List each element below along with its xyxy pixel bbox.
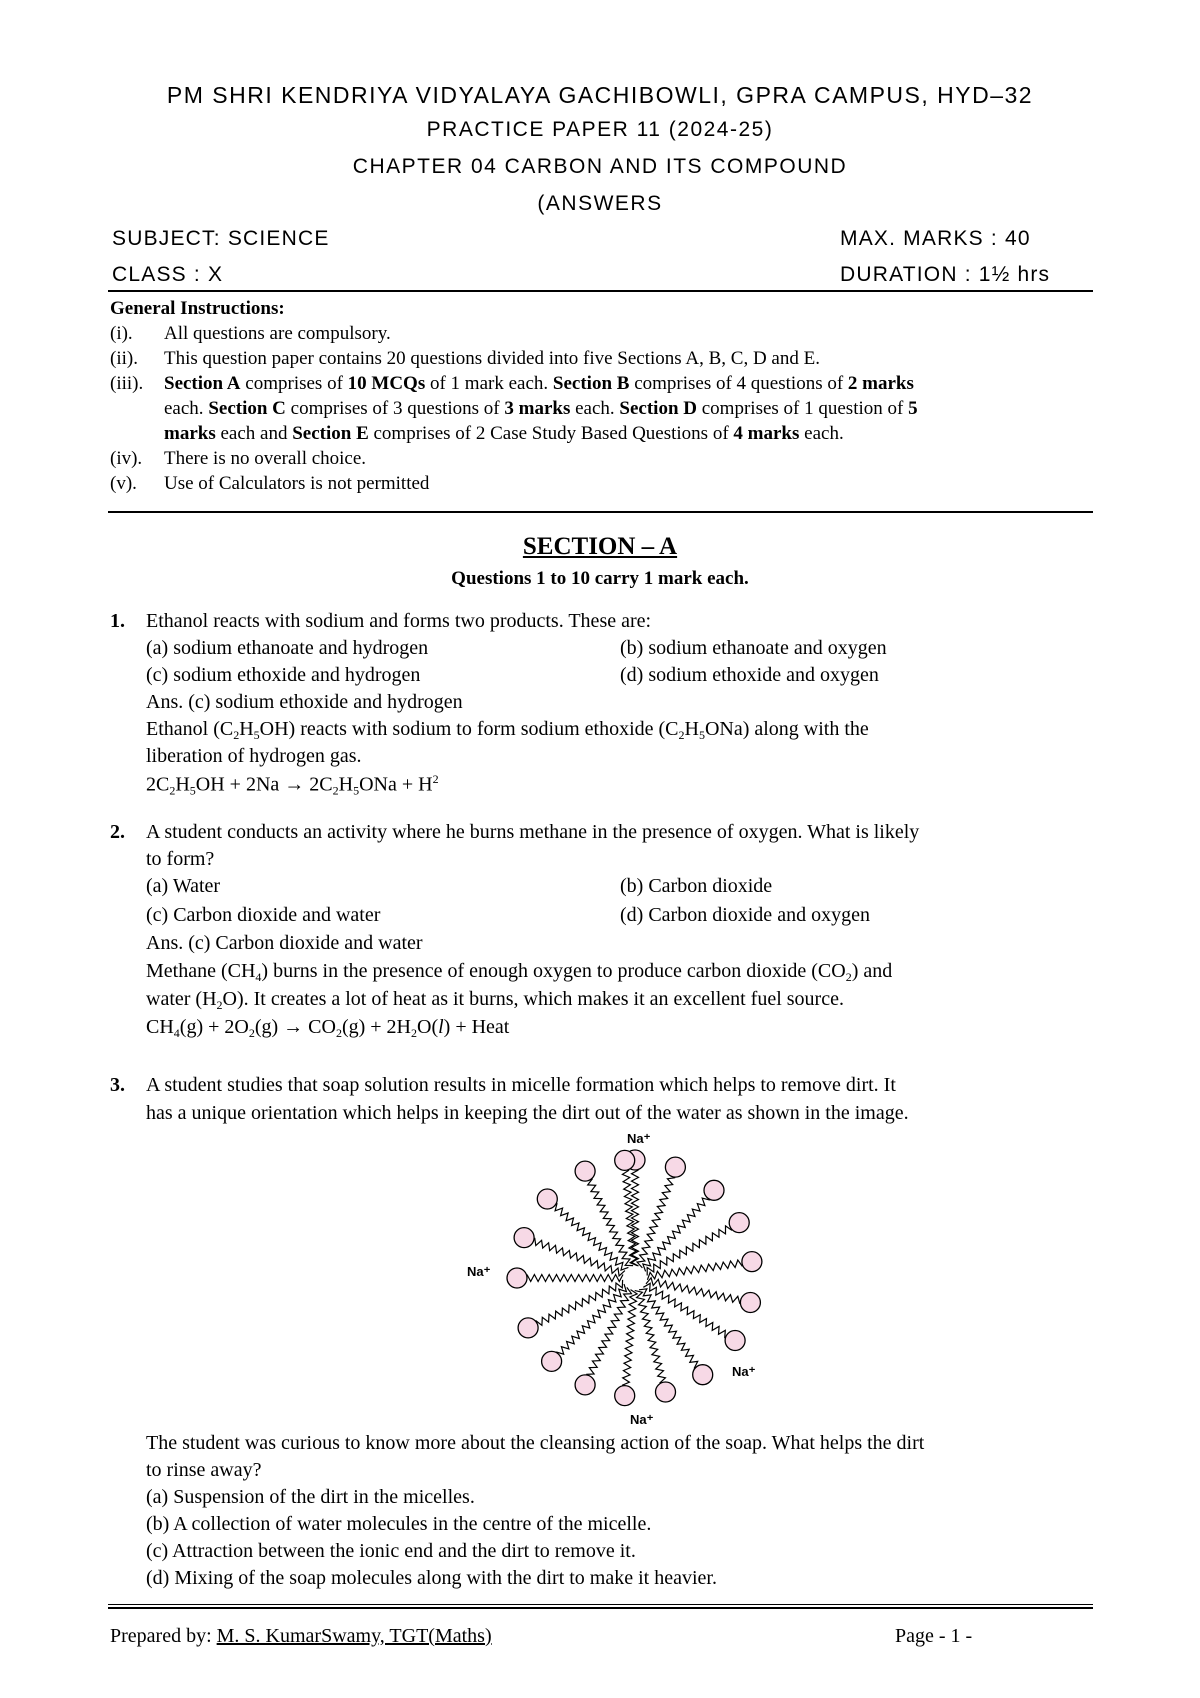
option-d: (d) Carbon dioxide and oxygen: [620, 904, 870, 926]
option-c: (c) sodium ethoxide and hydrogen: [146, 664, 421, 686]
instruction-item: (v). Use of Calculators is not permitted: [110, 473, 430, 494]
hydrocarbon-tail: [622, 1290, 637, 1386]
ionic-head: [537, 1189, 557, 1209]
explanation: water $(H_2O)$. It creates a lot of heat as it burns, which makes it an excellent fuel source.: [146, 988, 844, 1012]
ionic-head: [693, 1365, 713, 1385]
option-a: (a) Water: [146, 875, 221, 897]
question-text: to rinse away?: [146, 1459, 262, 1481]
question-number: 3.: [110, 1074, 125, 1096]
question-stem: A student studies that soap solution results in micelle formation which helps to remove dirt. It: [146, 1074, 896, 1096]
hydrocarbon-tail: [527, 1275, 623, 1282]
na-label-bottom: Na⁺: [630, 1412, 654, 1427]
option-a: (a) Suspension of the dirt in the micelles.: [146, 1486, 475, 1508]
ionic-head: [518, 1318, 538, 1338]
instructions-rule: [108, 511, 1093, 513]
explanation: Ethanol $(C_2H_5OH)$ reacts with sodium to form sodium ethoxide $(C_2H_5ONa)$ along with the: [146, 718, 869, 742]
answers-label: (ANSWERS: [537, 192, 663, 215]
hydrocarbon-tail: [635, 1291, 666, 1384]
hydrocarbon-tail: [556, 1284, 626, 1354]
chapter-title: CHAPTER 04 CARBON AND ITS COMPOUND: [352, 155, 848, 178]
ionic-head: [615, 1150, 635, 1170]
instruction-item: (ii). This question paper contains 20 questions divided into five Sections A, B, C, D and E.: [110, 348, 820, 369]
instruction-item: (iii). Section A comprises of 10 MCQs of 1 mark each. Section B comprises of 4 questions of 2 marks: [110, 373, 914, 394]
ionic-head: [665, 1157, 685, 1177]
hydrocarbon-tail: [646, 1278, 740, 1304]
equation: $CH_4(g) + 2O_2(g) \to CO_2(g) + 2H_2O(l)$ + Heat: [146, 1016, 510, 1040]
paper-title: PRACTICE PAPER 11 (2024-25): [426, 118, 774, 141]
question-stem: to form?: [146, 848, 215, 870]
instructions-title: General Instructions:: [110, 298, 285, 319]
question-number: 1.: [110, 610, 125, 632]
na-label-left: Na⁺: [467, 1264, 491, 1279]
hydrocarbon-tail: [622, 1170, 637, 1266]
na-label-right: Na⁺: [732, 1364, 756, 1379]
explanation: Methane $(CH_4)$ burns in the presence of enough oxygen to produce carbon dioxide $(CO_2)$ and: [146, 960, 893, 984]
question-stem: has a unique orientation which helps in keeping the dirt out of the water as shown in the image.: [146, 1102, 909, 1124]
header-rule: [108, 290, 1093, 292]
option-c: (c) Attraction between the ionic end and the dirt to remove it.: [146, 1540, 636, 1562]
footer-prepared: Prepared by: M. S. KumarSwamy, TGT(Maths): [110, 1625, 492, 1647]
school-name: PM SHRI KENDRIYA VIDYALAYA GACHIBOWLI, GPRA CAMPUS, HYD–32: [166, 82, 1034, 108]
ionic-head: [507, 1268, 527, 1288]
ionic-head: [704, 1180, 724, 1200]
question-text: The student was curious to know more about the cleansing action of the soap. What helps the dirt: [146, 1432, 925, 1454]
ionic-head: [575, 1375, 595, 1395]
ionic-head: [656, 1382, 676, 1402]
general-instructions: [110, 296, 1100, 496]
page-number: Page - 1 -: [895, 1625, 973, 1647]
ionic-head: [725, 1331, 745, 1351]
na-label-top: Na⁺: [627, 1131, 651, 1146]
author-name: M. S. KumarSwamy, TGT(Maths): [216, 1625, 492, 1647]
hydrocarbon-tail: [643, 1198, 710, 1271]
option-b: (b) Carbon dioxide: [620, 875, 773, 897]
option-b: (b) sodium ethanoate and oxygen: [620, 637, 887, 659]
hydrocarbon-tail: [647, 1260, 742, 1280]
duration-label: DURATION : 1½ hrs: [840, 263, 1051, 286]
subject-label: SUBJECT: SCIENCE: [112, 227, 330, 250]
option-d: (d) Mixing of the soap molecules along with the dirt to make it heavier.: [146, 1567, 717, 1589]
option-d: (d) sodium ethoxide and oxygen: [620, 664, 879, 686]
question-stem: Ethanol reacts with sodium and forms two products. These are:: [146, 610, 652, 632]
ionic-head: [742, 1252, 762, 1272]
section-title: SECTION – A: [522, 533, 678, 560]
answer: Ans. (c) sodium ethoxide and hydrogen: [146, 691, 463, 713]
question-number: 2.: [110, 821, 125, 843]
instruction-item: (i). All questions are compulsory.: [110, 323, 391, 344]
option-c: (c) Carbon dioxide and water: [146, 904, 381, 926]
answer: Ans. (c) Carbon dioxide and water: [146, 932, 423, 954]
ionic-head: [514, 1228, 534, 1248]
option-b: (b) A collection of water molecules in the centre of the micelle.: [146, 1513, 652, 1535]
ionic-head: [615, 1386, 635, 1406]
max-marks-label: MAX. MARKS : 40: [840, 227, 1031, 250]
ionic-head: [575, 1161, 595, 1181]
instruction-item-cont: each. Section C comprises of 3 questions of 3 marks each. Section D comprises of 1 question of 5: [164, 398, 918, 419]
instruction-item: (iv). There is no overall choice.: [110, 448, 367, 469]
footer-rule: [108, 1607, 1093, 1609]
micelle-diagram: [467, 1128, 800, 1428]
ionic-head: [542, 1351, 562, 1371]
equation: $2C_2H_5OH + 2Na \to 2C_2H_5ONa + H^2$: [146, 772, 439, 798]
ionic-head: [740, 1293, 760, 1313]
footer-rule: [108, 1604, 1093, 1605]
hydrocarbon-tail: [555, 1203, 628, 1270]
instruction-item-cont: marks each and Section E comprises of 2 Case Study Based Questions of 4 marks each.: [164, 423, 844, 444]
section-subtitle: Questions 1 to 10 carry 1 mark each.: [451, 568, 749, 589]
class-label: CLASS : X: [112, 263, 224, 286]
ionic-head: [729, 1213, 749, 1233]
option-a: (a) sodium ethanoate and hydrogen: [146, 637, 429, 659]
explanation: liberation of hydrogen gas.: [146, 745, 362, 767]
question-stem: A student conducts an activity where he burns methane in the presence of oxygen. What is likely: [146, 821, 920, 843]
hydrocarbon-tail: [643, 1283, 725, 1338]
